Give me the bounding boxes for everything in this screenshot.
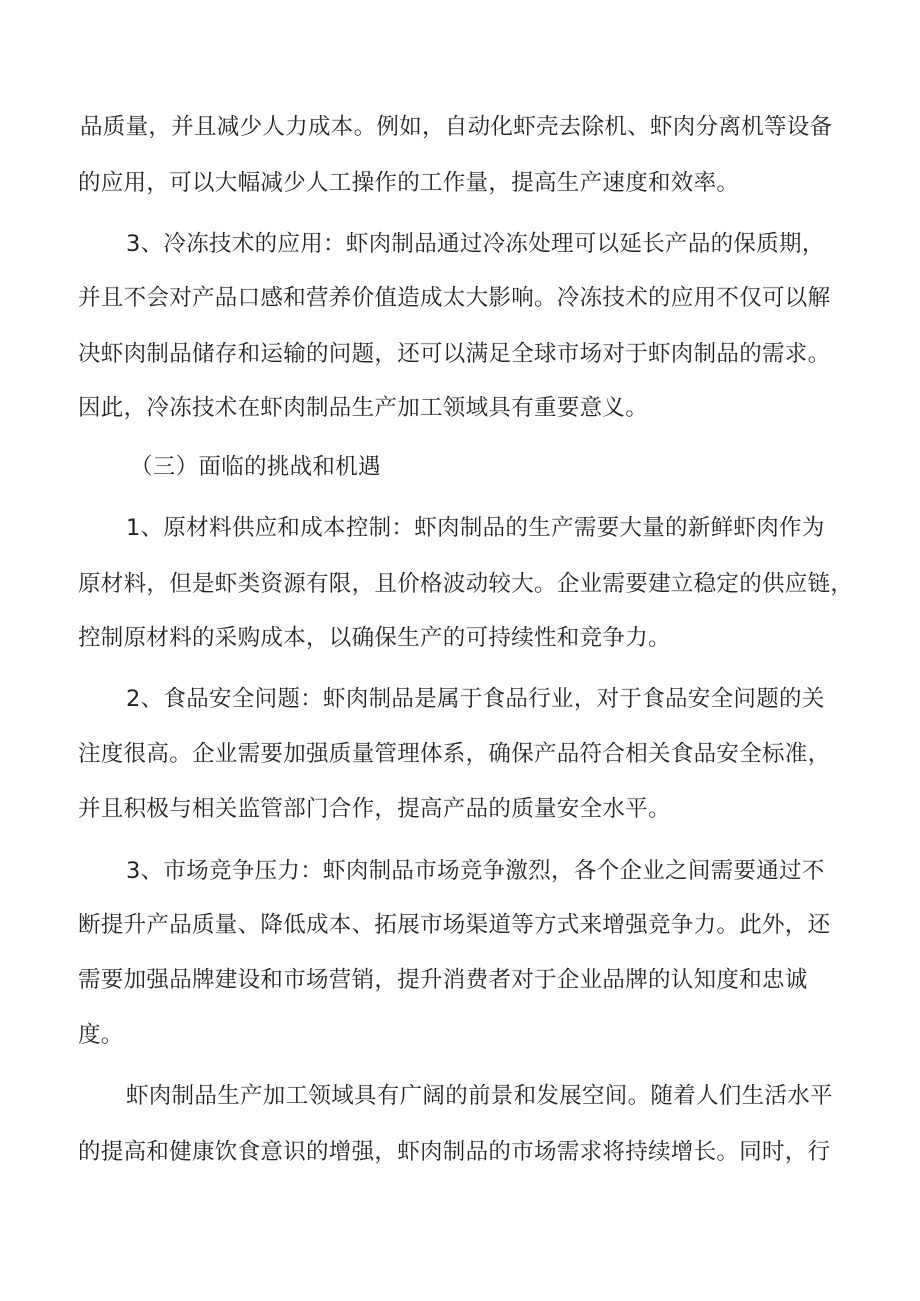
text-line: 并且不会对产品口感和营养价值造成太大影响。冷冻技术的应用不仅可以解 <box>78 285 831 311</box>
text-line: 2、食品安全问题：虾肉制品是属于食品行业，对于食品安全问题的关 <box>126 686 825 712</box>
text-line: 1、原材料供应和成本控制：虾肉制品的生产需要大量的新鲜虾肉作为 <box>126 515 825 541</box>
text-line: 度。 <box>78 1022 124 1048</box>
text-line: 并且积极与相关监管部门合作，提高产品的质量安全水平。 <box>78 796 671 822</box>
text-line: 因此，冷冻技术在虾肉制品生产加工领域具有重要意义。 <box>78 395 649 421</box>
text-line: 3、市场竞争压力：虾肉制品市场竞争激烈，各个企业之间需要通过不 <box>126 858 825 884</box>
text-line: 品质量，并且减少人力成本。例如，自动化虾壳去除机、虾肉分离机等设备 <box>80 114 833 140</box>
section-heading: （三）面临的挑战和机遇 <box>130 454 381 480</box>
text-line: 的提高和健康饮食意识的增强，虾肉制品的市场需求将持续增长。同时，行 <box>78 1139 831 1165</box>
text-line: 的应用，可以大幅减少人工操作的工作量，提高生产速度和效率。 <box>78 170 740 196</box>
text-line: 决虾肉制品储存和运输的问题，还可以满足全球市场对于虾肉制品的需求。 <box>78 341 831 367</box>
text-line: 3、冷冻技术的应用：虾肉制品通过冷冻处理可以延长产品的保质期， <box>126 231 825 257</box>
text-line: 虾肉制品生产加工领域具有广阔的前景和发展空间。随着人们生活水平 <box>126 1083 833 1109</box>
text-line: 控制原材料的采购成本，以确保生产的可持续性和竞争力。 <box>78 625 671 651</box>
text-line: 注度很高。企业需要加强质量管理体系，确保产品符合相关食品安全标准， <box>78 741 831 767</box>
text-line: 原材料，但是虾类资源有限，且价格波动较大。企业需要建立稳定的供应链， <box>78 571 854 597</box>
text-line: 断提升产品质量、降低成本、拓展市场渠道等方式来增强竞争力。此外，还 <box>78 912 831 938</box>
text-line: 需要加强品牌建设和市场营销，提升消费者对于企业品牌的认知度和忠诚 <box>78 967 808 993</box>
